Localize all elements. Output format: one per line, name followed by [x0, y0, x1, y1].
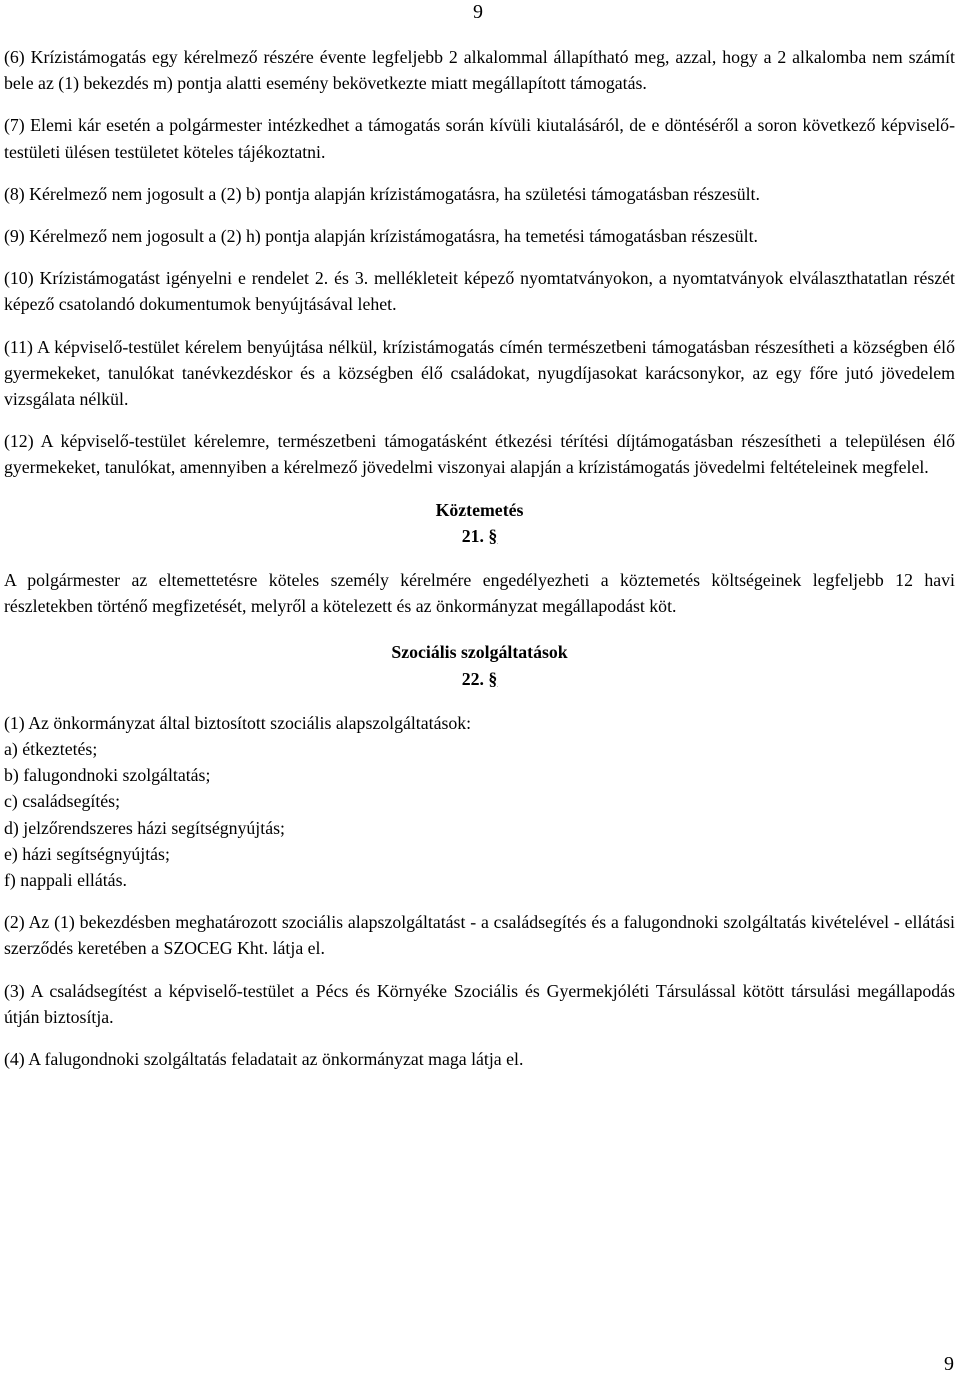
document-body — [4, 44, 955, 1088]
page-number-bottom: 9 — [944, 1353, 954, 1375]
section-title: Szociális szolgáltatások — [391, 642, 568, 663]
list-intro: (1) Az önkormányzat által biztosított szociális alapszolgáltatások: — [4, 712, 472, 733]
paragraph-7: (7) Elemi kár esetén a polgármester intézkedhet a támogatás során kívüli kiutalásáról, de e döntéséről a soron következő képviselő-testületi ülésen testületet köteles tájékoztatni. — [4, 115, 955, 162]
paragraph-8: (8) Kérelmező nem jogosult a (2) b) pontja alapján krízistámogatásra, ha születési támogatásban részesült. — [4, 183, 760, 204]
paragraph-22-2: (2) Az (1) bekezdésben meghatározott szociális alapszolgáltatást - a családsegítés és a falugondnoki szolgáltatás kivételével - ellátási szerződés keretében a SZOCEG Kht. látja el. — [4, 912, 955, 959]
section-number — [4, 666, 955, 692]
section-number-value: 21. — [461, 525, 484, 546]
paragraph-22-3: (3) A családsegítést a képviselő-testület a Pécs és Környéke Szociális és Gyermekjóléti Társulással kötött társulási megállapodás útján biztosítja. — [4, 980, 955, 1027]
paragraph-9: (9) Kérelmező nem jogosult a (2) h) pontja alapján krízistámogatásra, ha temetési támogatásban részesült. — [4, 226, 758, 247]
list-item: f) nappali ellátás. — [4, 870, 127, 891]
paragraph-11: (11) A képviselő-testület kérelem benyújtása nélkül, krízistámogatás címén természetbeni támogatásban részesítheti a községben élő gyermekeket, tanulókat tanévkezdéskor és a községben élő családokat, nyugdíjasokat karácsonykor, az egy főre jutó jövedelem vizsgálata nélkül. — [4, 336, 955, 410]
list-item: d) jelzőrendszeres házi segítségnyújtás; — [4, 817, 285, 838]
section-heading-koztemetes — [4, 497, 955, 549]
section-title: Köztemetés — [435, 499, 524, 520]
list-item: e) házi segítségnyújtás; — [4, 843, 170, 864]
section-symbol: § — [488, 668, 498, 689]
paragraph-10: (10) Krízistámogatást igényelni e rendelet 2. és 3. mellékleteit képező nyomtatványokon, a nyomtatványok elválaszthatatlan részét képező csatolandó dokumentumok benyújtásával lehet. — [4, 268, 955, 315]
list-item: c) családsegítés; — [4, 791, 121, 812]
paragraph-6: (6) Krízistámogatás egy kérelmező részére évente legfeljebb 2 alkalommal állapítható meg, azzal, hogy a 2 alkalomba nem számít bele az (1) bekezdés m) pontja alatti esemény bekövetkezte miatt megállapított támogatás. — [4, 47, 955, 94]
section-number-value: 22. — [461, 668, 484, 689]
section-heading-szocialis — [4, 639, 955, 691]
services-list — [4, 710, 955, 893]
page-number-top: 9 — [473, 1, 483, 23]
section-symbol: § — [488, 525, 498, 546]
list-item: a) étkeztetés; — [4, 739, 98, 760]
section-number — [4, 523, 955, 549]
paragraph-22-4: (4) A falugondnoki szolgáltatás feladatait az önkormányzat maga látja el. — [4, 1049, 524, 1070]
paragraph-koztemetes: A polgármester az eltemettetésre köteles személy kérelmére engedélyezheti a köztemetés költségeinek legfeljebb 12 havi részletekben történő megfizetését, melyről a kötelezett és az önkormányzat megállapodást köt. — [4, 570, 955, 617]
paragraph-12: (12) A képviselő-testület kérelemre, természetbeni támogatásként étkezési térítési díjtámogatásban részesítheti a településen élő gyermekeket, tanulókat, amennyiben a kérelmező jövedelmi viszonyai alapján a krízistámogatás jövedelmi feltételeinek megfelel. — [4, 431, 955, 478]
list-item: b) falugondnoki szolgáltatás; — [4, 765, 211, 786]
